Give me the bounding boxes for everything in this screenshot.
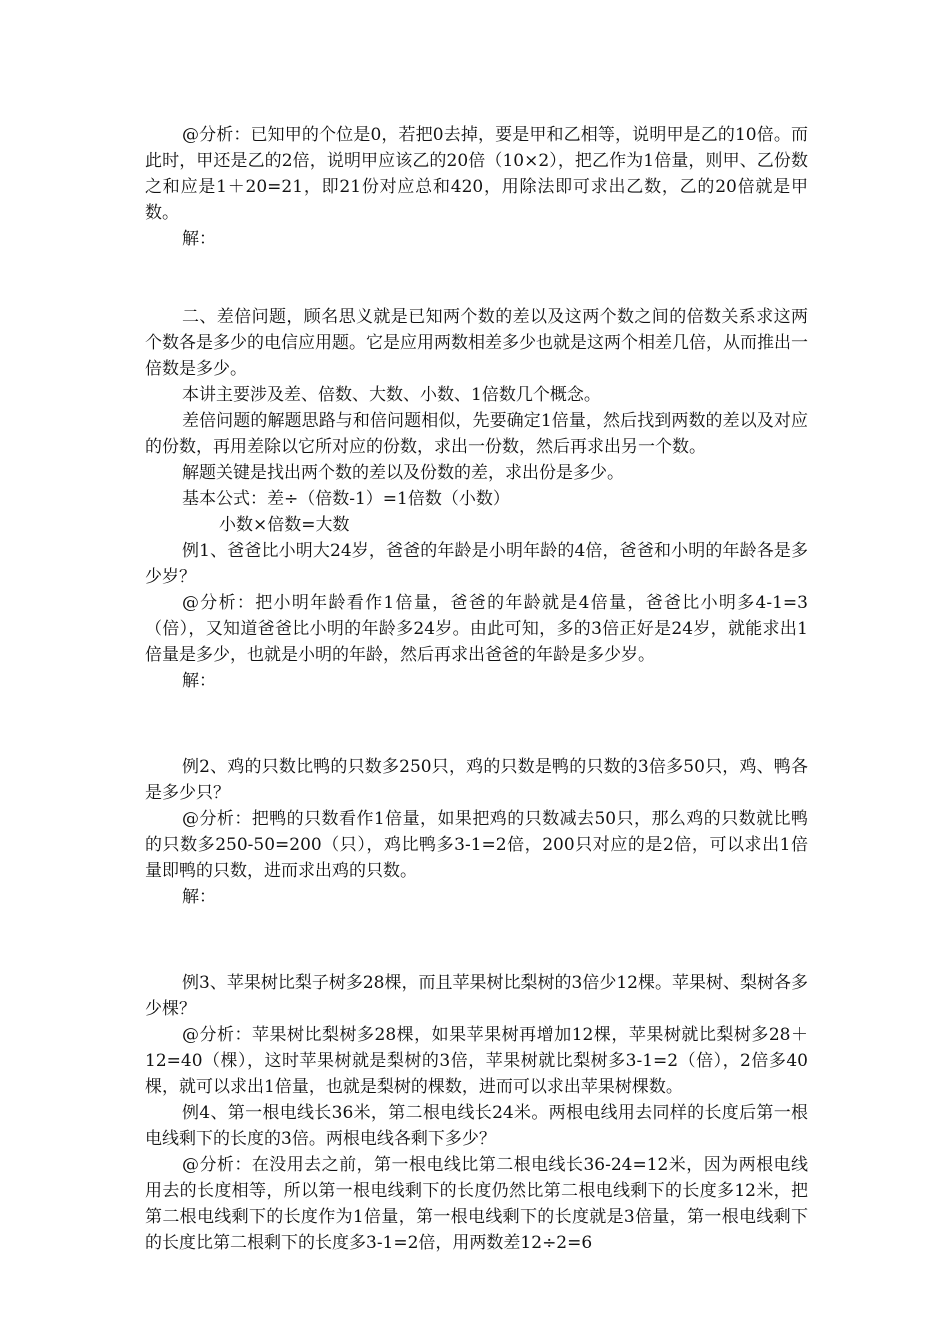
formula-line: 基本公式：差÷（倍数-1）=1倍数（小数） bbox=[182, 489, 510, 509]
method-paragraph: 差倍问题的解题思路与和倍问题相似，先要确定1倍量，然后找到两数的差以及对应的份数，再用差除以它所对应的份数，求出一份数，然后再求出另一个数。 bbox=[145, 411, 808, 457]
solution-label: 解： bbox=[182, 887, 216, 907]
blank-space bbox=[145, 694, 808, 754]
example-question: 例4、第一根电线长36米，第二根电线长24米。两根电线用去同样的长度后第一根电线剩下的长度的3倍。两根电线各剩下多少？ bbox=[145, 1103, 808, 1149]
example-question: 例3、苹果树比梨子树多28棵，而且苹果树比梨树的3倍少12棵。苹果树、梨树各多少棵？ bbox=[145, 973, 808, 1019]
solution-label: 解： bbox=[182, 229, 216, 249]
concepts-paragraph: 本讲主要涉及差、倍数、大数、小数、1倍数几个概念。 bbox=[182, 385, 601, 405]
analysis-paragraph: @分析：把小明年龄看作1倍量，爸爸的年龄就是4倍量，爸爸比小明多4-1=3（倍），又知道爸爸比小明的年龄多24岁。由此可知，多的3倍正好是24岁，就能求出1倍量是多少，也就是小明的年龄，然后再求出爸爸的年龄是多少岁。 bbox=[145, 593, 808, 665]
example-question: 例2、鸡的只数比鸭的只数多250只，鸡的只数是鸭的只数的3倍多50只，鸡、鸭各是多少只？ bbox=[145, 757, 808, 803]
example-question: 例1、爸爸比小明大24岁，爸爸的年龄是小明年龄的4倍，爸爸和小明的年龄各是多少岁？ bbox=[145, 541, 808, 587]
document-page bbox=[145, 122, 808, 1256]
section-intro-paragraph: 二、差倍问题，顾名思义就是已知两个数的差以及这两个数之间的倍数关系求这两个数各是多少的电信应用题。它是应用两数相差多少也就是这两个相差几倍，从而推出一倍数是多少。 bbox=[145, 307, 808, 379]
blank-space bbox=[145, 252, 808, 304]
key-point-paragraph: 解题关键是找出两个数的差以及份数的差，求出份是多少。 bbox=[182, 463, 624, 483]
solution-label: 解： bbox=[182, 671, 216, 691]
analysis-paragraph: @分析：把鸭的只数看作1倍量，如果把鸡的只数减去50只，那么鸡的只数就比鸭的只数多250-50=200（只），鸡比鸭多3-1=2倍，200只对应的是2倍，可以求出1倍量即鸭的只数，进而求出鸡的只数。 bbox=[145, 809, 808, 881]
blank-space bbox=[145, 910, 808, 970]
analysis-paragraph: @分析：在没用去之前，第一根电线比第二根电线长36-24=12米，因为两根电线用去的长度相等，所以第一根电线剩下的长度仍然比第二根电线剩下的长度多12米，把第二根电线剩下的长度作为1倍量，第一根电线剩下的长度就是3倍量，第一根电线剩下的长度比第二根剩下的长度多3-1=2倍，用两数差12÷2=6 bbox=[145, 1155, 808, 1253]
formula-line: 小数×倍数=大数 bbox=[219, 515, 350, 535]
analysis-paragraph: @分析：苹果树比梨树多28棵，如果苹果树再增加12棵，苹果树就比梨树多28＋12=40（棵），这时苹果树就是梨树的3倍，苹果树就比梨树多3-1=2（倍），2倍多40棵，就可以求出1倍量，也就是梨树的棵数，进而可以求出苹果树棵数。 bbox=[145, 1025, 808, 1097]
analysis-paragraph: @分析：已知甲的个位是0，若把0去掉，要是甲和乙相等，说明甲是乙的10倍。而此时，甲还是乙的2倍，说明甲应该乙的20倍（10×2），把乙作为1倍量，则甲、乙份数之和应是1＋20=21，即21份对应总和420，用除法即可求出乙数，乙的20倍就是甲数。 bbox=[145, 125, 808, 223]
